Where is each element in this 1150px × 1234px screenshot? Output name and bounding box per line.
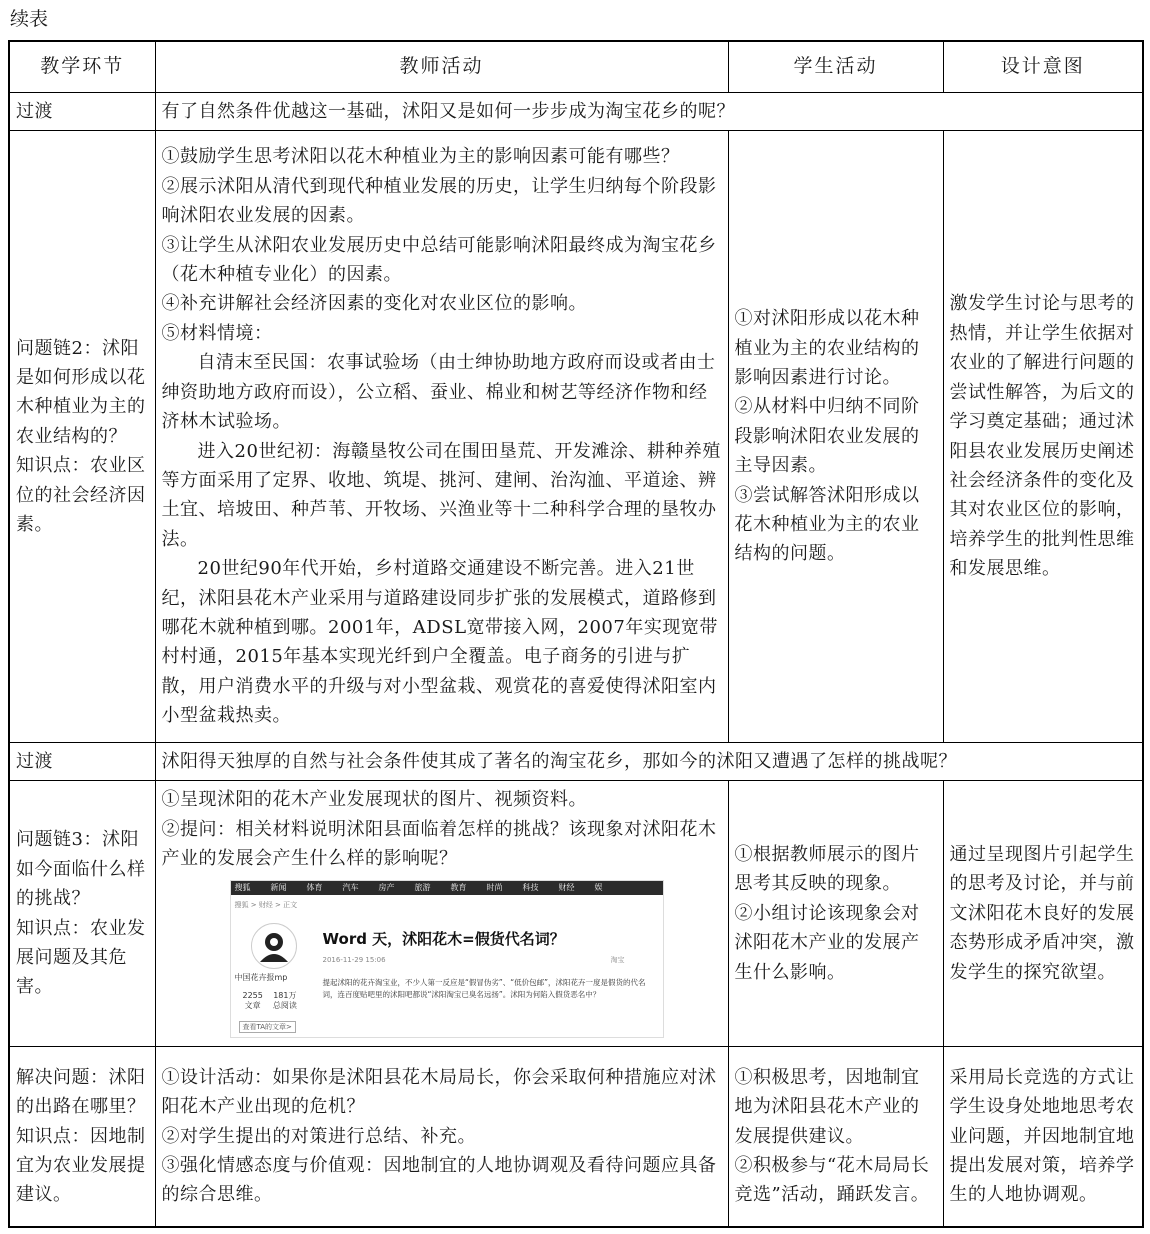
stage-knowledge: 知识点：农业区位的社会经济因素。 xyxy=(16,455,146,536)
teacher-item: ⑤材料情境： xyxy=(161,322,273,344)
teacher-item: ①鼓励学生思考沭阳以花木种植业为主的影响因素可能有哪些？ xyxy=(161,146,680,168)
author-stats xyxy=(243,991,297,1011)
material-paragraph: 进入20世纪初：海赣垦牧公司在围田垦荒、开发滩涂、耕种养殖等方面采用了定界、收地、筑堤、挑河、建闸、治沟洫、平道途、辨土宜、培坡田、种芦苇、开牧场、兴渔业等十二种科学合理的垦牧办法。 xyxy=(161,440,721,550)
teacher-activity-cell xyxy=(155,131,728,743)
nav-item: 汽车 xyxy=(342,882,359,892)
question-chain-2-row xyxy=(9,131,1143,743)
student-activity-cell xyxy=(728,1047,943,1227)
student-activity-cell xyxy=(728,781,943,1047)
teacher-item: ①设计活动：如果你是沭阳县花木局局长，你会采取何种措施应对沭阳花木产业出现的危机？ xyxy=(161,1066,717,1118)
student-activity-cell xyxy=(728,131,943,743)
stage-title: 问题链2：沭阳是如何形成以花木种植业为主的农业结构的？ xyxy=(16,337,146,447)
stage-knowledge: 知识点：农业发展问题及其危害。 xyxy=(16,917,146,998)
stat-value: 2255 xyxy=(242,990,263,1000)
design-intent-cell: 通过呈现图片引起学生的思考及讨论，并与前文沭阳花木良好的发展态势形成矛盾冲突，激发学生的探究欲望。 xyxy=(943,781,1143,1047)
student-item: ②小组讨论该现象会对沭阳花木产业的发展产生什么影响。 xyxy=(734,902,920,983)
header-row xyxy=(9,41,1143,93)
teacher-activity-cell xyxy=(155,1047,728,1227)
teacher-item: ②展示沭阳从清代到现代种植业发展的历史，让学生归纳每个阶段影响沭阳农业发展的因素。 xyxy=(161,175,717,227)
teacher-item: ③强化情感态度与价值观：因地制宜的人地协调观及看待问题应具备的综合思维。 xyxy=(161,1154,717,1206)
stage-cell: 过渡 xyxy=(9,743,155,781)
teacher-item: ④补充讲解社会经济因素的变化对农业区位的影响。 xyxy=(161,293,587,315)
news-nav-bar xyxy=(231,881,663,895)
view-articles-button: 查看TA的文章> xyxy=(239,1021,296,1033)
stage-cell xyxy=(9,131,155,743)
stat-value: 181万 xyxy=(273,990,297,1000)
lesson-table xyxy=(8,40,1144,1228)
nav-item: 教育 xyxy=(450,882,467,892)
header-stage: 教学环节 xyxy=(9,41,155,93)
stage-cell xyxy=(9,781,155,1047)
nav-item: 时尚 xyxy=(486,882,503,892)
question-chain-3-row xyxy=(9,781,1143,1047)
teacher-item: ②提问：相关材料说明沭阳县面临着怎样的挑战？该现象对沭阳花木产业的发展会产生什么样的影响呢？ xyxy=(161,818,717,870)
teacher-activity-cell xyxy=(155,781,728,1047)
student-item: ②从材料中归纳不同阶段影响沭阳农业发展的主导因素。 xyxy=(734,396,920,477)
header-teacher: 教师活动 xyxy=(155,41,728,93)
teacher-item: ③让学生从沭阳农业发展历史中总结可能影响沭阳最终成为淘宝花乡（花木种植专业化）的因素。 xyxy=(161,234,717,286)
article-date: 2016-11-29 15:06 xyxy=(322,955,386,964)
student-item: ②积极参与“花木局局长竞选”活动，踊跃发言。 xyxy=(734,1154,930,1206)
teacher-item: ②对学生提出的对策进行总结、补充。 xyxy=(161,1125,476,1147)
stage-cell: 过渡 xyxy=(9,93,155,131)
material-paragraph: 自清末至民国：农事试验场（由士绅协助地方政府而设或者由士绅资助地方政府而设），公立稻、蚕业、棉业和树艺等经济作物和经济林木试验场。 xyxy=(161,352,716,433)
header-student: 学生活动 xyxy=(728,41,943,93)
design-intent-cell: 采用局长竞选的方式让学生设身处地地思考农业问题，并因地制宜地提出发展对策，培养学生的人地协调观。 xyxy=(943,1047,1143,1227)
teacher-item: ①呈现沭阳的花木产业发展现状的图片、视频资料。 xyxy=(161,789,587,811)
stage-title: 解决问题：沭阳的出路在哪里？ xyxy=(16,1066,146,1118)
student-item: ①积极思考，因地制宜地为沭阳县花木产业的发展提供建议。 xyxy=(734,1066,920,1147)
material-paragraph: 20世纪90年代开始，乡村道路交通建设不断完善。进入21世纪，沭阳县花木产业采用与道路建设同步扩张的发展模式，道路修到哪花木就种植到哪。2001年，ADSL宽带接入网，2007年实现宽带村村通，2015年基本实现光纤到户全覆盖。电子商务的引进与扩散，用户消费水平的升级与对小型盆栽、观赏花的喜爱使得沭阳室内小型盆栽热卖。 xyxy=(161,558,718,727)
nav-item: 科技 xyxy=(522,882,539,892)
article-title: Word 天，沭阳花木=假货代名词？ xyxy=(322,929,565,948)
news-screenshot xyxy=(230,880,664,1038)
transition-text: 沭阳得天独厚的自然与社会条件使其成了著名的淘宝花乡，那如今的沭阳又遭遇了怎样的挑战呢？ xyxy=(155,743,1143,781)
solve-problem-row xyxy=(9,1047,1143,1227)
design-intent-cell: 激发学生讨论与思考的热情，并让学生依据对农业的了解进行问题的尝试性解答，为后文的学习奠定基础；通过沭阳县农业发展历史阐述社会经济条件的变化及其对农业区位的影响，培养学生的批判性思维和发展思维。 xyxy=(943,131,1143,743)
nav-item: 新闻 xyxy=(270,882,287,892)
nav-item: 旅游 xyxy=(414,882,431,892)
avatar-icon xyxy=(251,923,297,969)
author-name: 中国花卉报mp xyxy=(234,972,288,982)
transition-text: 有了自然条件优越这一基础，沭阳又是如何一步步成为淘宝花乡的呢？ xyxy=(155,93,1143,131)
stage-title: 问题链3：沭阳如今面临什么样的挑战？ xyxy=(16,829,146,910)
breadcrumb: 搜狐 > 财经 > 正文 xyxy=(234,900,298,909)
nav-item: 搜狐 xyxy=(234,882,251,892)
student-item: ③尝试解答沭阳形成以花木种植业为主的农业结构的问题。 xyxy=(734,484,920,565)
stage-cell xyxy=(9,1047,155,1227)
transition-row-1 xyxy=(9,93,1143,131)
stat-label: 文章 xyxy=(244,1000,261,1010)
header-design: 设计意图 xyxy=(943,41,1143,93)
nav-item: 财经 xyxy=(558,882,575,892)
article-source: 淘宝 xyxy=(610,955,625,964)
article-body: 提起沭阳的花卉淘宝业，不少人第一反应是“假冒伪劣”、“低价包邮”，沭阳花卉一度是假货的代名词，连百度贴吧里的沭阳吧都说“沭阳淘宝已臭名远扬”。沭阳为何陷入假货恶名中？ xyxy=(322,977,646,999)
stat-label: 总阅读 xyxy=(272,1000,297,1010)
student-item: ①根据教师展示的图片思考其反映的现象。 xyxy=(734,843,920,895)
nav-item: 体育 xyxy=(306,882,323,892)
stage-knowledge: 知识点：因地制宜为农业发展提建议。 xyxy=(16,1125,146,1206)
student-item: ①对沭阳形成以花木种植业为主的农业结构的影响因素进行讨论。 xyxy=(734,308,920,388)
nav-item: 房产 xyxy=(378,882,395,892)
transition-row-2 xyxy=(9,743,1143,781)
nav-item: 娱 xyxy=(594,882,603,892)
table-caption: 续表 xyxy=(10,8,49,30)
